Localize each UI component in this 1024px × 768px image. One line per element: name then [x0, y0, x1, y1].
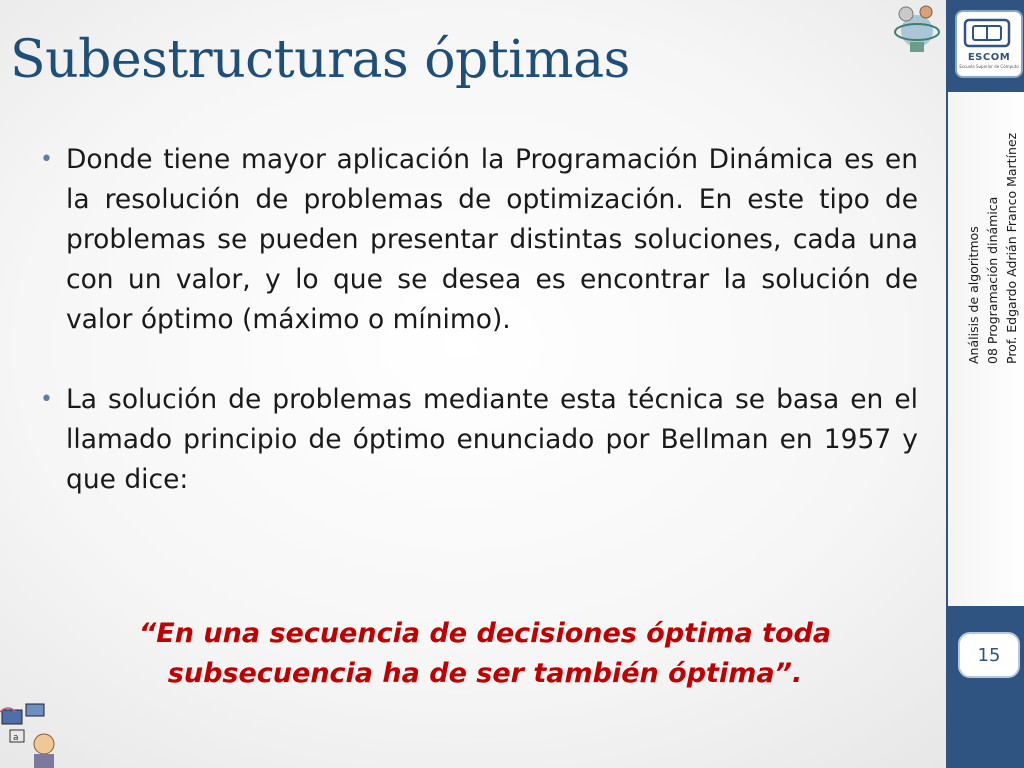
bellman-quote: “En una secuencia de decisiones óptima toda subsecuencia ha de ser también óptima”.	[138, 618, 832, 689]
page-number-value: 15	[977, 644, 1001, 666]
bullet-text: La solución de problemas mediante esta técnica se basa en el llamado principio de óptimo enunciado por Bellman en 1957 y que dice:	[66, 384, 918, 495]
svg-text:a: a	[13, 733, 19, 743]
course-name: Análisis de algoritmos	[966, 226, 981, 364]
bullet-item	[40, 380, 918, 500]
professor-name: Prof. Edgardo Adrián Franco Martínez	[1004, 132, 1019, 364]
bullet-symbol: •	[40, 387, 53, 412]
bullet-item	[40, 140, 918, 340]
bullet-text: Donde tiene mayor aplicación la Programación Dinámica es en la resolución de problemas de optimización. En este tipo de problemas se pueden presentar distintas soluciones, cada una con un valor, y lo que se desea es encontrar la solución de valor óptimo (máximo o mínimo).	[66, 144, 918, 335]
bullet-symbol: •	[40, 147, 53, 172]
escom-logo-text: ESCOM	[967, 52, 1011, 63]
escom-logo	[955, 10, 1023, 78]
computer-mascot-icon	[0, 700, 64, 768]
slide-title: Subestructuras óptimas	[10, 30, 630, 90]
ipn-logo-icon	[888, 0, 946, 58]
course-credits	[964, 104, 1022, 364]
unit-name: 08 Programación dinámica	[985, 196, 1000, 364]
page-number	[958, 632, 1020, 678]
escom-logo-icon	[963, 18, 1011, 48]
slide-content	[40, 140, 918, 500]
escom-logo-subtext: Escuela Superior de Cómputo	[959, 64, 1019, 69]
